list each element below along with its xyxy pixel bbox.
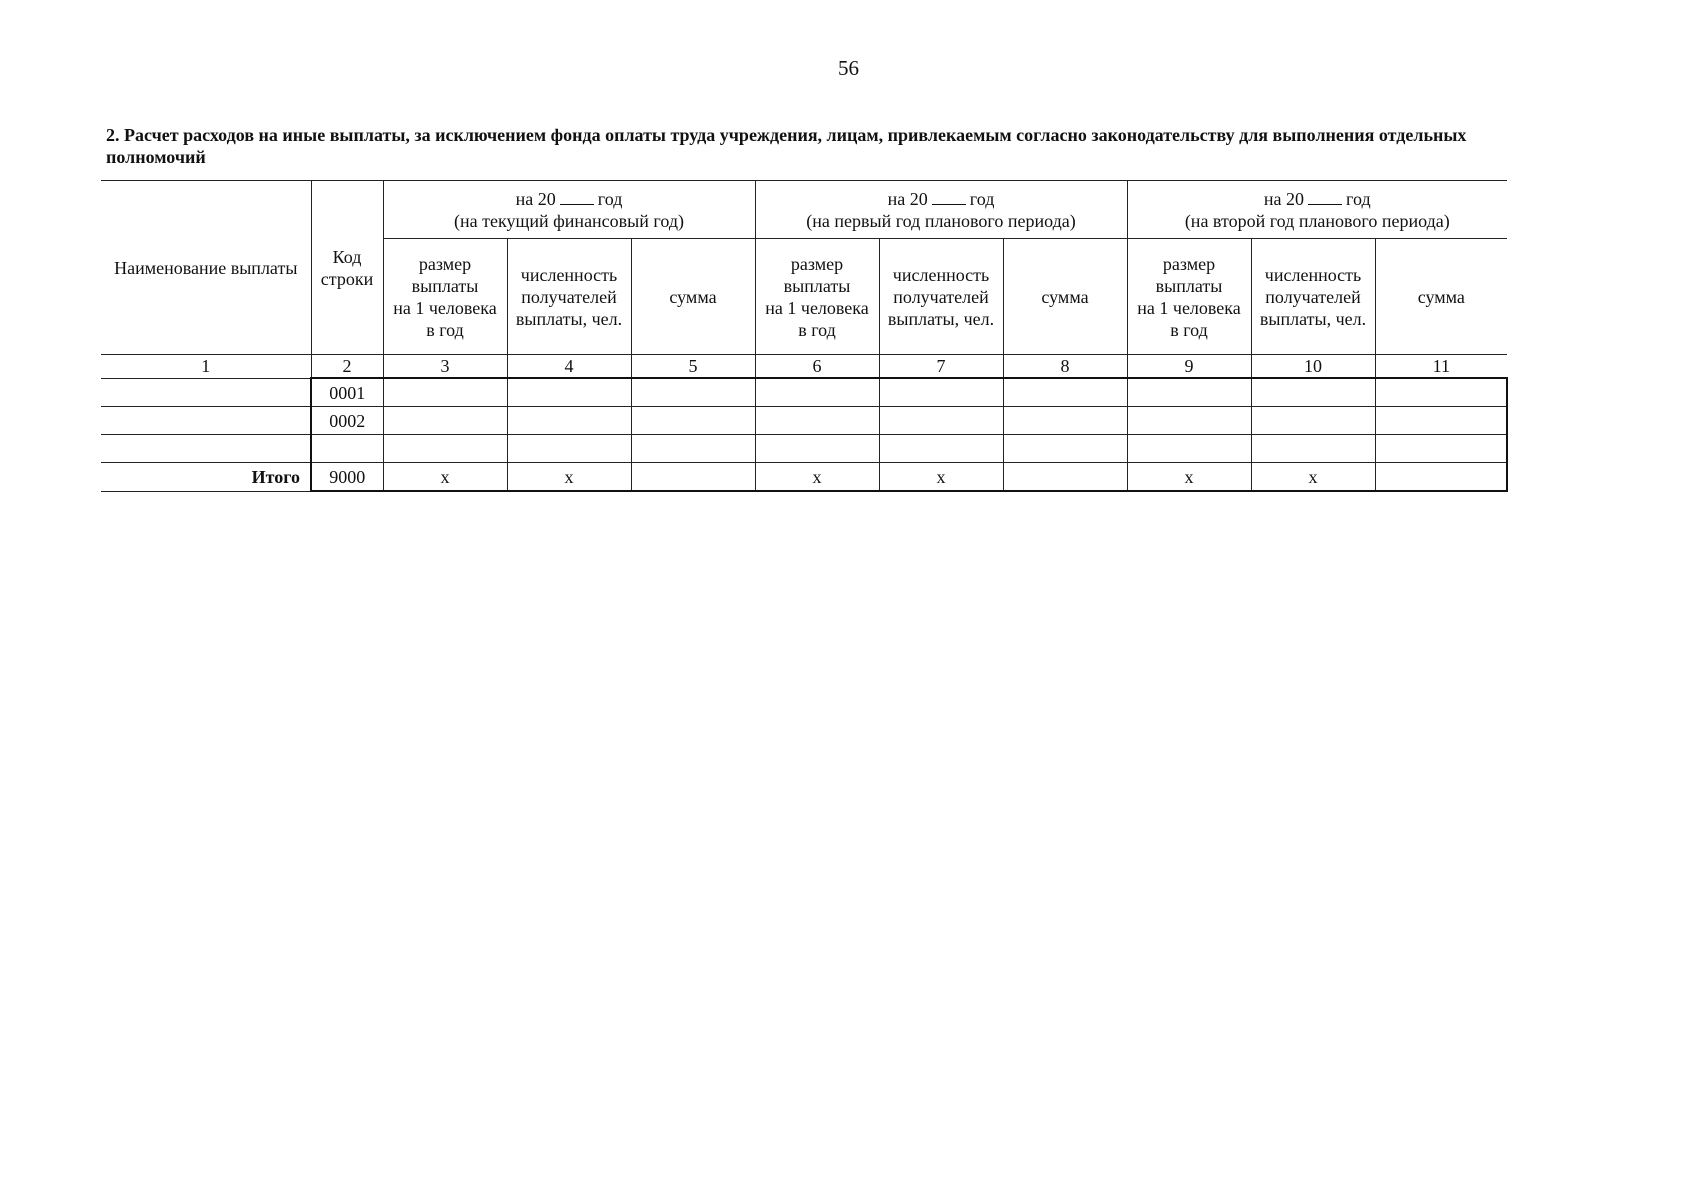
code-header-line1: Код xyxy=(332,246,362,267)
subheader-line: выплаты xyxy=(411,275,479,296)
value-cell[interactable] xyxy=(1127,378,1251,407)
column-number: 3 xyxy=(383,355,507,379)
total-cell[interactable] xyxy=(1003,463,1127,492)
subheader-size-per-person xyxy=(1127,239,1251,355)
column-number: 9 xyxy=(1127,355,1251,379)
value-cell[interactable] xyxy=(879,435,1003,463)
subheader-line: численность xyxy=(520,264,618,285)
subheader-line: численность xyxy=(892,264,990,285)
table-row xyxy=(101,407,1507,435)
value-cell[interactable] xyxy=(879,378,1003,407)
payment-name-cell[interactable] xyxy=(101,435,311,463)
total-cell: x xyxy=(1251,463,1375,492)
subheader-line: на 1 человека xyxy=(1137,297,1241,318)
subheader-line: выплаты, чел. xyxy=(1259,308,1367,329)
value-cell[interactable] xyxy=(383,407,507,435)
subheader-line: размер xyxy=(790,253,844,274)
value-cell[interactable] xyxy=(507,407,631,435)
period-year-line xyxy=(756,188,1127,210)
subheader-line: размер xyxy=(418,253,472,274)
value-cell[interactable] xyxy=(631,378,755,407)
value-cell[interactable] xyxy=(1003,435,1127,463)
total-row xyxy=(101,463,1507,492)
subheader-line: в год xyxy=(798,319,836,340)
subheader-line: выплаты xyxy=(1155,275,1223,296)
total-cell[interactable] xyxy=(631,463,755,492)
column-number: 10 xyxy=(1251,355,1375,379)
year-blank xyxy=(1308,190,1342,205)
total-cell: x xyxy=(1127,463,1251,492)
value-cell[interactable] xyxy=(879,407,1003,435)
subheader-recipient-count xyxy=(507,239,631,355)
period-year-line xyxy=(384,188,755,210)
column-number: 6 xyxy=(755,355,879,379)
value-cell[interactable] xyxy=(507,435,631,463)
subheader-line: размер xyxy=(1162,253,1216,274)
column-number: 2 xyxy=(311,355,383,379)
value-cell[interactable] xyxy=(1251,378,1375,407)
expense-calculation-table xyxy=(101,180,1508,492)
column-number-row xyxy=(101,355,1507,379)
value-cell[interactable] xyxy=(507,378,631,407)
total-cell: x xyxy=(383,463,507,492)
subheader-size-per-person xyxy=(383,239,507,355)
column-number: 1 xyxy=(101,355,311,379)
total-label: Итого xyxy=(101,463,311,492)
period-header-second-planning-year xyxy=(1127,181,1507,239)
section-title: 2. Расчет расходов на иные выплаты, за исключением фонда оплаты труда учреждения, лицам, привлекаемым согласно законодательству для выполнения отдельных полномочий xyxy=(106,125,1467,167)
period-suffix: год xyxy=(969,188,995,209)
value-cell[interactable] xyxy=(755,378,879,407)
subheader-line: в год xyxy=(1170,319,1208,340)
table-row xyxy=(101,378,1507,407)
value-cell[interactable] xyxy=(1127,407,1251,435)
column-header-payment-name: Наименование выплаты xyxy=(101,181,311,355)
year-blank xyxy=(560,190,594,205)
period-suffix: год xyxy=(1346,188,1371,209)
column-number: 7 xyxy=(879,355,1003,379)
value-cell[interactable] xyxy=(755,407,879,435)
subheader-line: получателей xyxy=(521,286,617,307)
code-header-line2: строки xyxy=(320,268,374,289)
subheader-line: выплаты, чел. xyxy=(515,308,623,329)
column-header-row-code xyxy=(311,181,383,355)
value-cell[interactable] xyxy=(1251,435,1375,463)
period-header-current-year xyxy=(383,181,755,239)
row-code-cell xyxy=(311,435,383,463)
subheader-size-per-person xyxy=(755,239,879,355)
total-cell: x xyxy=(755,463,879,492)
year-blank xyxy=(932,190,966,205)
value-cell[interactable] xyxy=(631,435,755,463)
subheader-line: получателей xyxy=(1265,286,1361,307)
subheader-sum: сумма xyxy=(631,239,755,355)
value-cell[interactable] xyxy=(1003,378,1127,407)
value-cell[interactable] xyxy=(1375,435,1507,463)
value-cell[interactable] xyxy=(1375,378,1507,407)
value-cell[interactable] xyxy=(755,435,879,463)
value-cell[interactable] xyxy=(383,435,507,463)
period-prefix: на 20 xyxy=(515,188,556,209)
period-subtitle: (на текущий финансовый год) xyxy=(454,210,684,231)
period-prefix: на 20 xyxy=(887,188,928,209)
subheader-recipient-count xyxy=(879,239,1003,355)
value-cell[interactable] xyxy=(1375,407,1507,435)
table-row xyxy=(101,435,1507,463)
total-row-code: 9000 xyxy=(311,463,383,492)
total-cell: x xyxy=(507,463,631,492)
page-number: 56 xyxy=(838,56,859,80)
subheader-sum: сумма xyxy=(1003,239,1127,355)
period-subtitle: (на второй год планового периода) xyxy=(1184,210,1450,231)
period-year-line xyxy=(1128,188,1508,210)
value-cell[interactable] xyxy=(1127,435,1251,463)
subheader-line: в год xyxy=(426,319,464,340)
value-cell[interactable] xyxy=(1003,407,1127,435)
subheader-line: выплаты xyxy=(783,275,851,296)
subheader-line: получателей xyxy=(893,286,989,307)
column-number: 11 xyxy=(1375,355,1507,379)
total-cell: x xyxy=(879,463,1003,492)
column-number: 4 xyxy=(507,355,631,379)
subheader-line: выплаты, чел. xyxy=(887,308,995,329)
subheader-line: на 1 человека xyxy=(765,297,869,318)
column-number: 8 xyxy=(1003,355,1127,379)
total-cell[interactable] xyxy=(1375,463,1507,492)
row-code-cell: 0002 xyxy=(311,407,383,435)
subheader-sum: сумма xyxy=(1375,239,1507,355)
period-prefix: на 20 xyxy=(1263,188,1305,209)
row-code-cell: 0001 xyxy=(311,378,383,407)
subheader-line: на 1 человека xyxy=(393,297,497,318)
payment-name-cell[interactable] xyxy=(101,407,311,435)
value-cell[interactable] xyxy=(383,378,507,407)
period-header-first-planning-year xyxy=(755,181,1127,239)
subheader-line: численность xyxy=(1264,264,1362,285)
payment-name-cell[interactable] xyxy=(101,378,311,407)
period-subtitle: (на первый год планового периода) xyxy=(806,210,1076,231)
value-cell[interactable] xyxy=(1251,407,1375,435)
subheader-recipient-count xyxy=(1251,239,1375,355)
header-row-periods xyxy=(101,181,1507,239)
value-cell[interactable] xyxy=(631,407,755,435)
column-number: 5 xyxy=(631,355,755,379)
period-suffix: год xyxy=(597,188,623,209)
